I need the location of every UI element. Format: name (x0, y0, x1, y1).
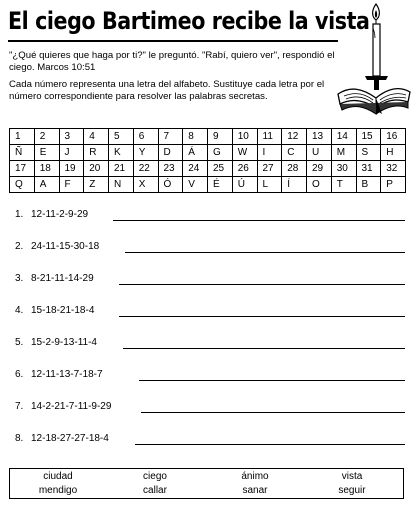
code-number-cell: 5 (109, 129, 134, 145)
code-letter-cell: Z (84, 177, 109, 193)
code-number-cell: 28 (282, 161, 307, 177)
question-number: 2. (15, 241, 24, 252)
code-letter-cell: V (183, 177, 208, 193)
code-number-cell: 11 (257, 129, 282, 145)
code-number-cell: 1 (10, 129, 35, 145)
code-letter-cell: U (307, 145, 332, 161)
question-code: 8-21-11-14-29 (31, 273, 94, 284)
code-number-cell: 8 (183, 129, 208, 145)
question-item (15, 363, 405, 385)
code-letter-cell: Ñ (10, 145, 35, 161)
page-title: El ciego Bartimeo recibe la vista (8, 7, 370, 35)
code-letter-cell: F (59, 177, 84, 193)
code-number-cell: 25 (208, 161, 233, 177)
code-number-cell: 6 (133, 129, 158, 145)
code-letter-cell: B (356, 177, 381, 193)
code-letter-cell: R (84, 145, 109, 161)
answer-line[interactable] (135, 444, 405, 445)
word-bank-word: seguir (338, 485, 366, 496)
code-number-cell: 3 (59, 129, 84, 145)
instructions: Cada número representa una letra del alfabeto. Sustituye cada letra por el número correspondiente para resolver las palabras secretas. (9, 79, 325, 102)
code-letter-cell: I (257, 145, 282, 161)
question-item (15, 235, 405, 257)
code-number-cell: 24 (183, 161, 208, 177)
word-bank-word: sanar (242, 485, 268, 496)
code-letter-cell: Í (282, 177, 307, 193)
code-letter-cell: Y (133, 145, 158, 161)
question-item (15, 427, 405, 449)
code-letter-cell: W (232, 145, 257, 161)
code-letter-cell: É (208, 177, 233, 193)
code-number-cell: 7 (158, 129, 183, 145)
bible-quote: "¿Qué quieres que haga por ti?" le preguntó. "Rabí, quiero ver", respondió el ciego. Marcos 10:51 (9, 50, 335, 73)
code-letter-cell: E (34, 145, 59, 161)
word-bank-word: ciudad (43, 471, 73, 482)
word-bank (9, 468, 404, 499)
question-number: 1. (15, 209, 24, 220)
question-number: 4. (15, 305, 24, 316)
answer-line[interactable] (123, 348, 405, 349)
answer-line[interactable] (141, 412, 405, 413)
code-number-cell: 12 (282, 129, 307, 145)
code-table (9, 128, 406, 193)
question-number: 7. (15, 401, 24, 412)
code-letter-cell: N (109, 177, 134, 193)
code-letter-cell: Á (183, 145, 208, 161)
question-code: 12-18-27-27-18-4 (31, 433, 109, 444)
answer-line[interactable] (119, 316, 405, 317)
code-letter-cell: O (307, 177, 332, 193)
code-number-cell: 9 (208, 129, 233, 145)
question-item (15, 267, 405, 289)
code-number-cell: 23 (158, 161, 183, 177)
code-letter-cell: T (331, 177, 356, 193)
code-letter-cell: P (381, 177, 406, 193)
question-number: 5. (15, 337, 24, 348)
question-code: 15-18-21-18-4 (31, 305, 95, 316)
code-table-row (10, 145, 406, 161)
code-number-cell: 22 (133, 161, 158, 177)
answer-line[interactable] (125, 252, 405, 253)
code-number-cell: 31 (356, 161, 381, 177)
code-number-cell: 17 (10, 161, 35, 177)
code-number-cell: 2 (34, 129, 59, 145)
code-number-cell: 19 (59, 161, 84, 177)
code-letter-cell: L (257, 177, 282, 193)
question-code: 12-11-2-9-29 (31, 209, 89, 220)
code-letter-cell: C (282, 145, 307, 161)
question-item (15, 395, 405, 417)
question-code: 24-11-15-30-18 (31, 241, 100, 252)
code-number-cell: 26 (232, 161, 257, 177)
question-number: 3. (15, 273, 24, 284)
code-letter-cell: A (34, 177, 59, 193)
code-number-cell: 13 (307, 129, 332, 145)
question-number: 6. (15, 369, 24, 380)
code-letter-cell: G (208, 145, 233, 161)
word-bank-word: ciego (143, 471, 167, 482)
code-letter-cell: H (381, 145, 406, 161)
code-letter-cell: Q (10, 177, 35, 193)
code-letter-cell: Ó (158, 177, 183, 193)
question-item (15, 299, 405, 321)
code-letter-cell: K (109, 145, 134, 161)
code-letter-cell: X (133, 177, 158, 193)
word-bank-word: vista (341, 471, 363, 482)
question-item (15, 203, 405, 225)
question-code: 14-2-21-7-11-9-29 (31, 401, 112, 412)
answer-line[interactable] (119, 284, 405, 285)
code-letter-cell: S (356, 145, 381, 161)
code-number-cell: 15 (356, 129, 381, 145)
code-number-cell: 32 (381, 161, 406, 177)
answer-line[interactable] (139, 380, 405, 381)
answer-line[interactable] (113, 220, 405, 221)
question-code: 15-2-9-13-11-4 (31, 337, 97, 348)
code-table-row (10, 177, 406, 193)
word-bank-word: mendigo (38, 485, 78, 496)
code-number-cell: 4 (84, 129, 109, 145)
question-number: 8. (15, 433, 24, 444)
code-letter-cell: M (331, 145, 356, 161)
word-bank-word: callar (143, 485, 167, 496)
code-number-cell: 16 (381, 129, 406, 145)
code-number-cell: 21 (109, 161, 134, 177)
code-number-cell: 18 (34, 161, 59, 177)
code-letter-cell: Ú (232, 177, 257, 193)
title-underline (8, 40, 338, 42)
question-item (15, 331, 405, 353)
code-table-row (10, 129, 406, 145)
code-number-cell: 14 (331, 129, 356, 145)
code-number-cell: 20 (84, 161, 109, 177)
word-bank-word: ánimo (241, 471, 269, 482)
code-number-cell: 10 (232, 129, 257, 145)
code-letter-cell: J (59, 145, 84, 161)
candle-and-open-bible-icon (330, 2, 412, 116)
code-number-cell: 29 (307, 161, 332, 177)
question-code: 12-11-13-7-18-7 (31, 369, 103, 380)
code-table-row (10, 161, 406, 177)
code-letter-cell: D (158, 145, 183, 161)
code-number-cell: 30 (331, 161, 356, 177)
code-number-cell: 27 (257, 161, 282, 177)
